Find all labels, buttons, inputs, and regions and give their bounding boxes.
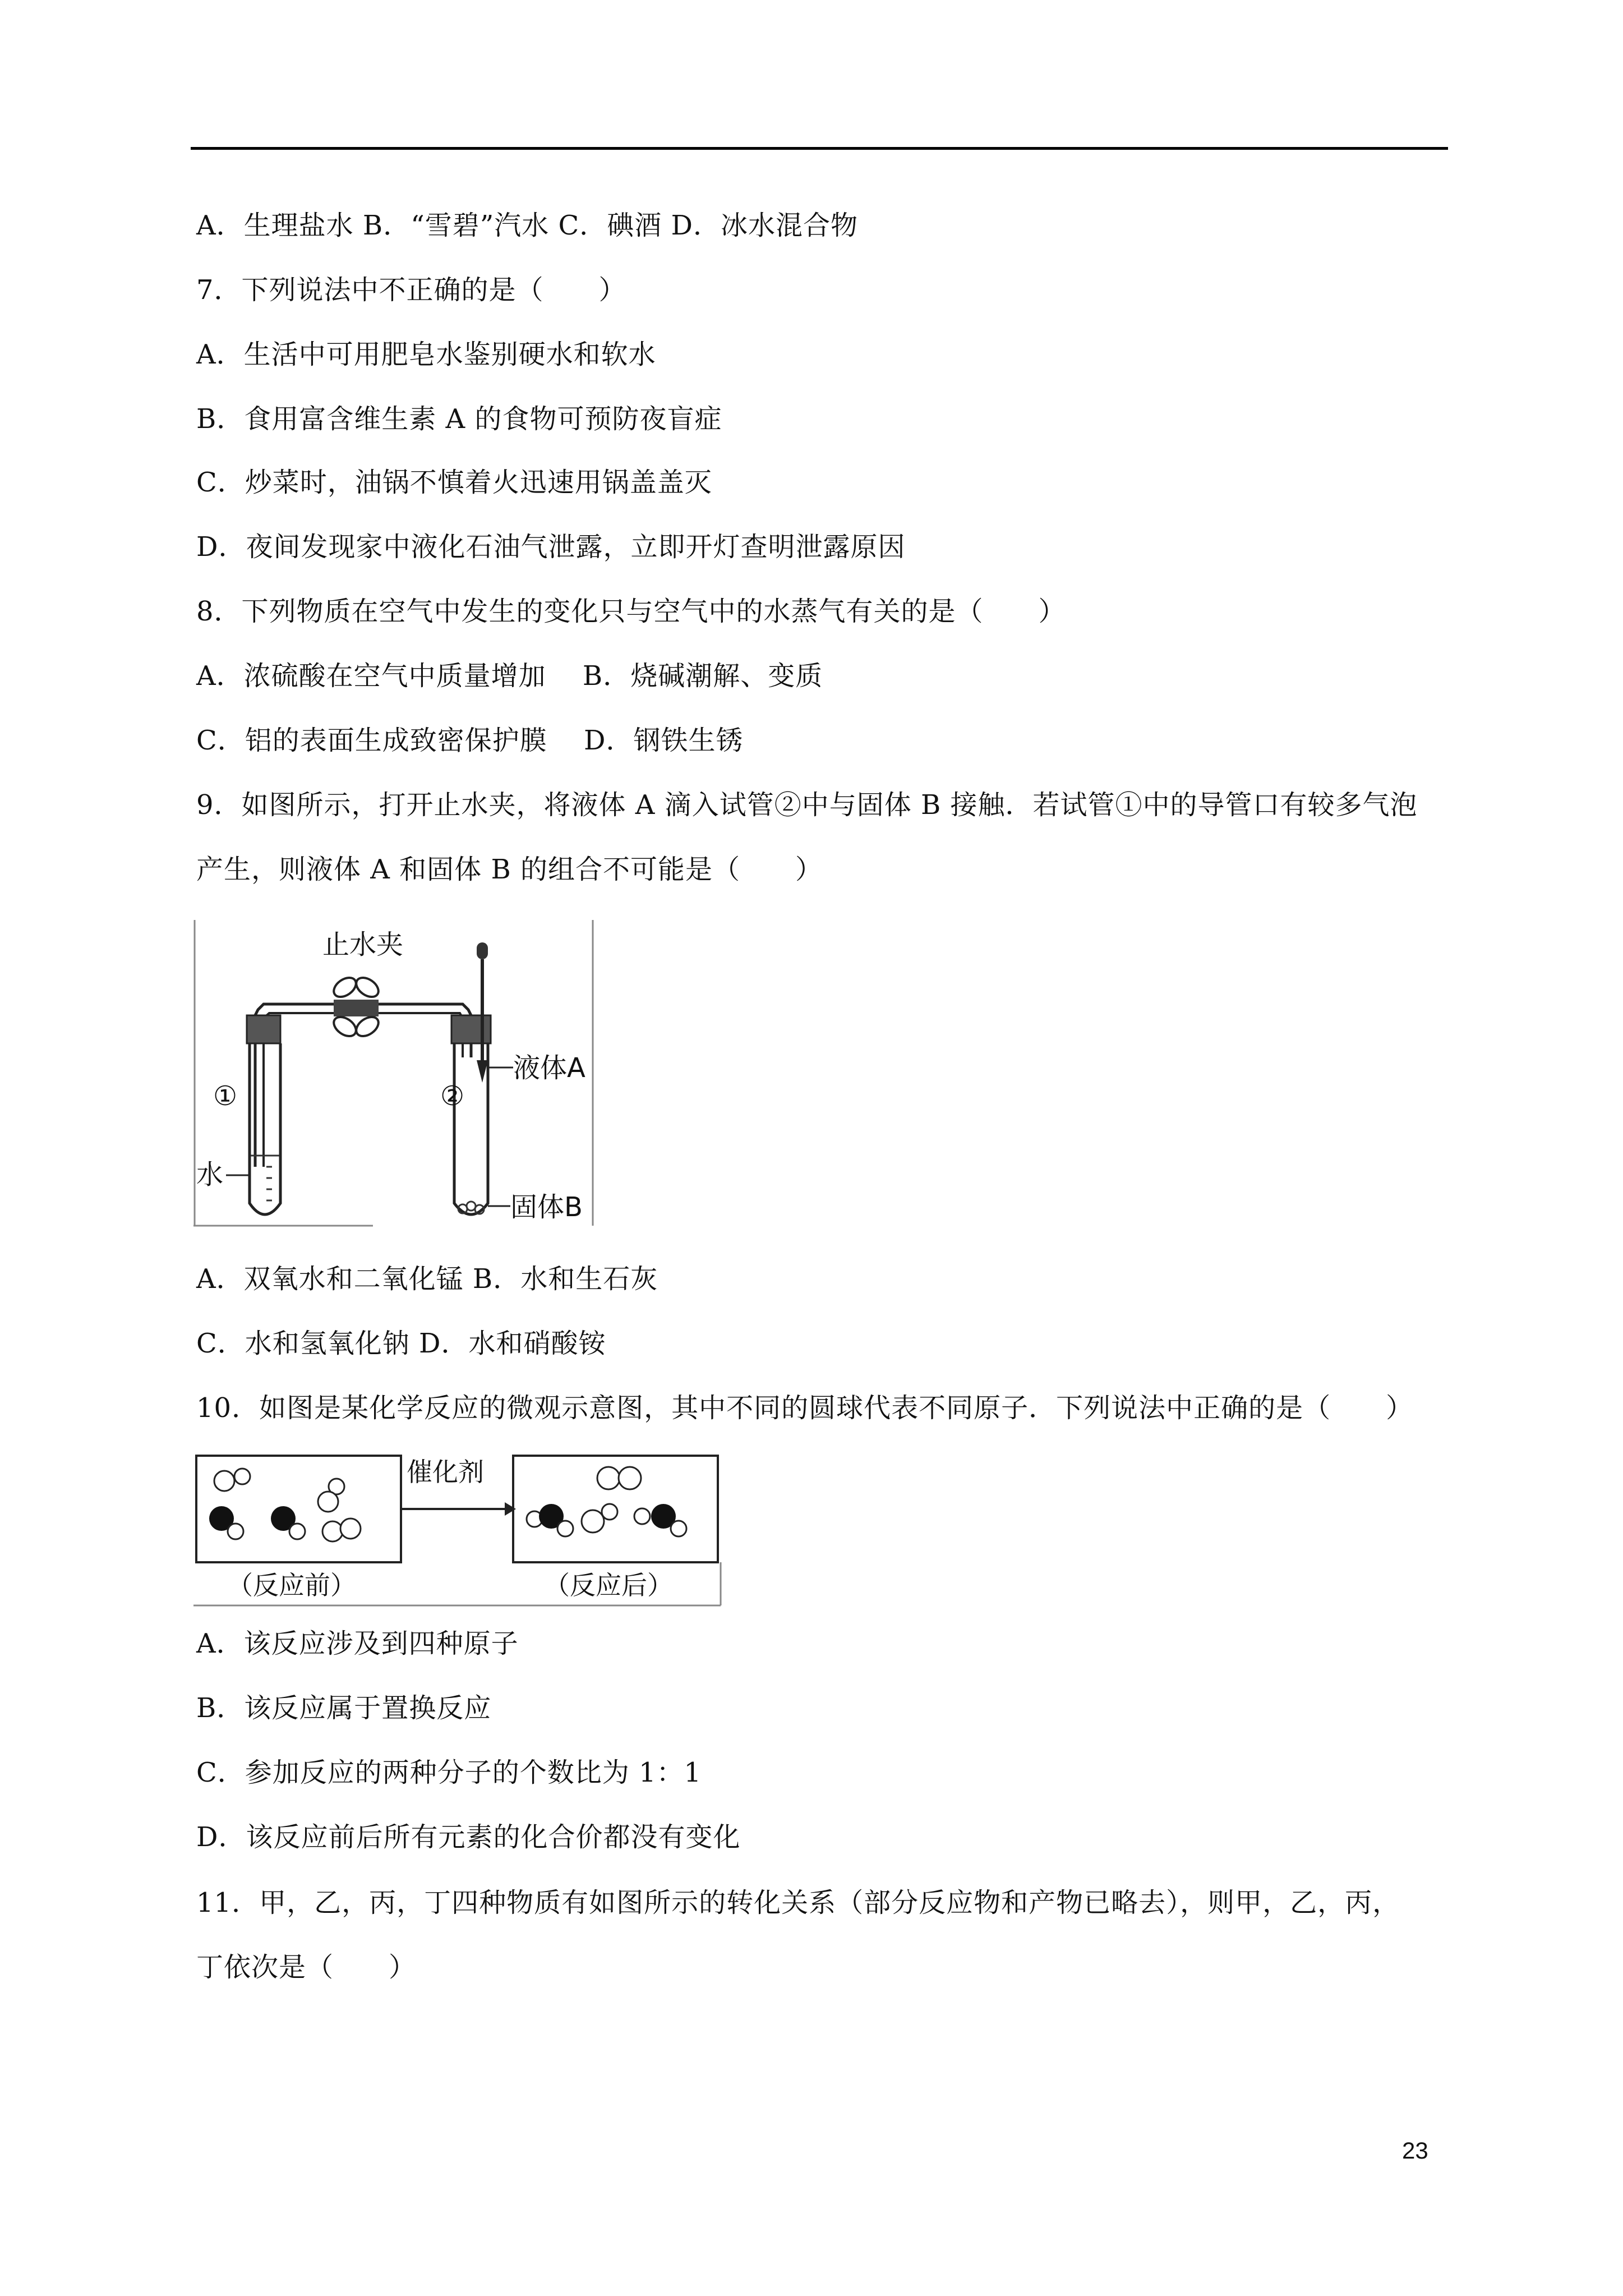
q10-fig-after-label: （反应后） [544,1570,673,1600]
q9-stem-line1: 9．如图所示，打开止水夹，将液体 A 滴入试管②中与固体 B 接触．若试管①中的导管口有较多气泡 [196,789,1418,821]
q7-option-c: C．炒菜时，油锅不慎着火迅速用锅盖盖灭 [196,467,712,498]
q10-option-b: B．该反应属于置换反应 [196,1692,492,1724]
q10-fig-before-label: （反应前） [227,1570,356,1600]
q9-stem-line2: 产生，则液体 A 和固体 B 的组合不可能是（ ） [196,854,823,885]
q9-fig-tube2-label: ② [440,1080,465,1112]
q10-stem: 10．如图是某化学反应的微观示意图，其中不同的圆球代表不同原子．下列说法中正确的是（ ） [196,1392,1414,1424]
q7-option-b: B．食用富含维生素 A 的食物可预防夜盲症 [196,403,722,435]
q8-options-ab: A．浓硫酸在空气中质量增加 B．烧碱潮解、变质 [196,660,823,692]
q9-options-ab: A．双氧水和二氧化锰 B．水和生石灰 [196,1263,658,1295]
q7-option-a: A．生活中可用肥皂水鉴别硬水和软水 [196,339,656,370]
q11-stem-line1: 11．甲，乙，丙，丁四种物质有如图所示的转化关系（部分反应物和产物已略去），则甲，乙，丙， [196,1887,1400,1918]
q8-options-cd: C．铝的表面生成致密保护膜 D．钢铁生锈 [196,725,744,756]
q10-option-c: C．参加反应的两种分子的个数比为 1：1 [196,1757,702,1788]
q9-fig-tube1-label: ① [213,1080,238,1112]
q9-apparatus-figure [193,920,597,1234]
q8-stem: 8．下列物质在空气中发生的变化只与空气中的水蒸气有关的是（ ） [196,596,1066,627]
q9-fig-solid-label: 固体B [510,1191,583,1223]
page-number: 23 [1402,2137,1428,2164]
q10-fig-catalyst-label: 催化剂 [407,1457,484,1487]
q7-option-d: D．夜间发现家中液化石油气泄露，立即开灯查明泄露原因 [196,531,906,563]
q9-fig-clip-label: 止水夹 [322,929,404,960]
q11-stem-line2: 丁依次是（ ） [196,1952,417,1983]
q7-stem: 7．下列说法中不正确的是（ ） [196,274,626,306]
q6-options: A．生理盐水 B．“雪碧”汽水 C．碘酒 D．冰水混合物 [196,210,859,241]
q10-reaction-figure [193,1447,726,1610]
header-rule [191,147,1448,150]
q9-fig-liquid-label: 液体A [513,1052,585,1084]
q10-option-d: D．该反应前后所有元素的化合价都没有变化 [196,1821,741,1853]
q10-option-a: A．该反应涉及到四种原子 [196,1628,519,1659]
q9-fig-water-label: 水 [196,1159,224,1190]
q9-options-cd: C．水和氢氧化钠 D．水和硝酸铵 [196,1328,606,1359]
